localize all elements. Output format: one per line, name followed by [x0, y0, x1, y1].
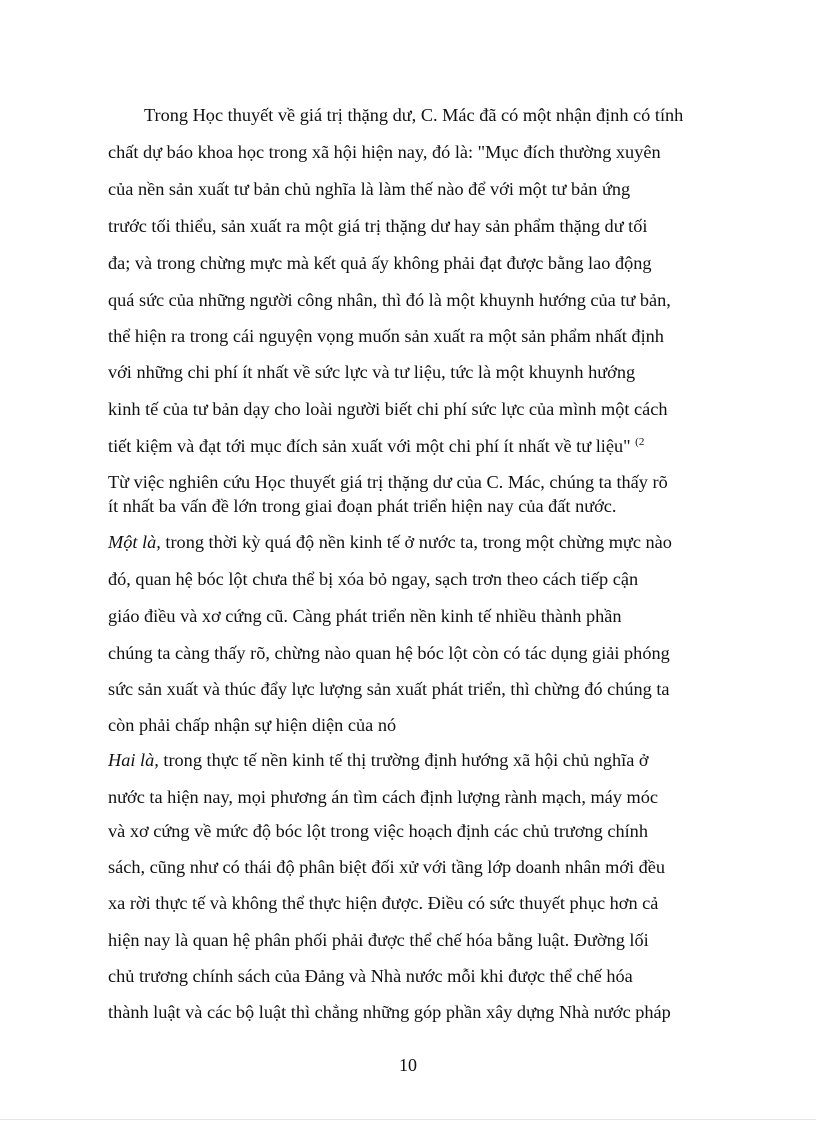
point-2-line: xa rời thực tế và không thể thực hiện được. Điều có sức thuyết phục hơn cả [108, 893, 659, 913]
paragraph-1-last-text: tiết kiệm và đạt tới mục đích sản xuất với một chi phí ít nhất về tư liệu" [108, 436, 631, 456]
point-2-line [108, 748, 649, 772]
point-2-line: thành luật và các bộ luật thì chẳng những góp phần xây dựng Nhà nước pháp [108, 1002, 671, 1022]
paragraph-1-line: quá sức của những người công nhân, thì đó là một khuynh hướng của tư bản, [108, 290, 671, 310]
paragraph-1-line: kinh tế của tư bản dạy cho loài người biết chi phí sức lực của mình một cách [108, 399, 668, 419]
point-1-line: chúng ta càng thấy rõ, chừng nào quan hệ bóc lột còn có tác dụng giải phóng [108, 643, 670, 663]
point-1-line [108, 530, 672, 554]
point-1-line: giáo điều và xơ cứng cũ. Càng phát triển nền kinh tế nhiều thành phần [108, 606, 622, 626]
paragraph-1-line: đa; và trong chừng mực mà kết quả ấy không phải đạt được bằng lao động [108, 253, 652, 273]
paragraph-1-line: với những chi phí ít nhất về sức lực và tư liệu, tức là một khuynh hướng [108, 362, 636, 382]
point-2-text: trong thực tế nền kinh tế thị trường định hướng xã hội chủ nghĩa ở [158, 750, 649, 770]
paragraph-1-line [108, 434, 644, 458]
point-2-line: hiện nay là quan hệ phân phối phải được thể chế hóa bằng luật. Đường lối [108, 930, 649, 950]
page-bottom-divider [0, 1119, 816, 1120]
point-2-line: nước ta hiện nay, mọi phương án tìm cách định lượng rành mạch, máy móc [108, 787, 658, 807]
point-2-line: và xơ cứng về mức độ bóc lột trong việc hoạch định các chủ trương chính [108, 821, 648, 841]
paragraph-1-line: của nền sản xuất tư bản chủ nghĩa là làm thế nào để với một tư bản ứng [108, 179, 631, 199]
point-1-line: sức sản xuất và thúc đẩy lực lượng sản xuất phát triển, thì chừng đó chúng ta [108, 679, 670, 699]
point-2-line: chủ trương chính sách của Đảng và Nhà nước mỗi khi được thể chế hóa [108, 966, 633, 986]
point-1-line: đó, quan hệ bóc lột chưa thể bị xóa bỏ ngay, sạch trơn theo cách tiếp cận [108, 569, 639, 589]
point-1-line: còn phải chấp nhận sự hiện diện của nó [108, 715, 397, 735]
paragraph-1-line: Trong Học thuyết về giá trị thặng dư, C. Mác đã có một nhận định có tính [144, 105, 684, 125]
paragraph-1-line: thể hiện ra trong cái nguyện vọng muốn sản xuất ra một sản phẩm nhất định [108, 326, 664, 346]
paragraph-1-line: chất dự báo khoa học trong xã hội hiện nay, đó là: "Mục đích thường xuyên [108, 142, 661, 162]
footnote-ref: (2 [635, 435, 645, 448]
paragraph-1-line: trước tối thiểu, sản xuất ra một giá trị thặng dư hay sản phẩm thặng dư tối [108, 216, 648, 236]
page-number: 10 [399, 1055, 417, 1075]
point-2-line: sách, cũng như có thái độ phân biệt đối xử với tầng lớp doanh nhân mới đều [108, 857, 666, 877]
paragraph-2-line: Từ việc nghiên cứu Học thuyết giá trị thặng dư của C. Mác, chúng ta thấy rõ [108, 472, 668, 492]
paragraph-2-line: ít nhất ba vấn đề lớn trong giai đoạn phát triển hiện nay của đất nước. [108, 496, 617, 516]
point-2-label: Hai là, [108, 750, 159, 770]
point-1-text: trong thời kỳ quá độ nền kinh tế ở nước ta, trong một chừng mực nào [160, 532, 672, 552]
point-1-label: Một là, [108, 532, 161, 552]
